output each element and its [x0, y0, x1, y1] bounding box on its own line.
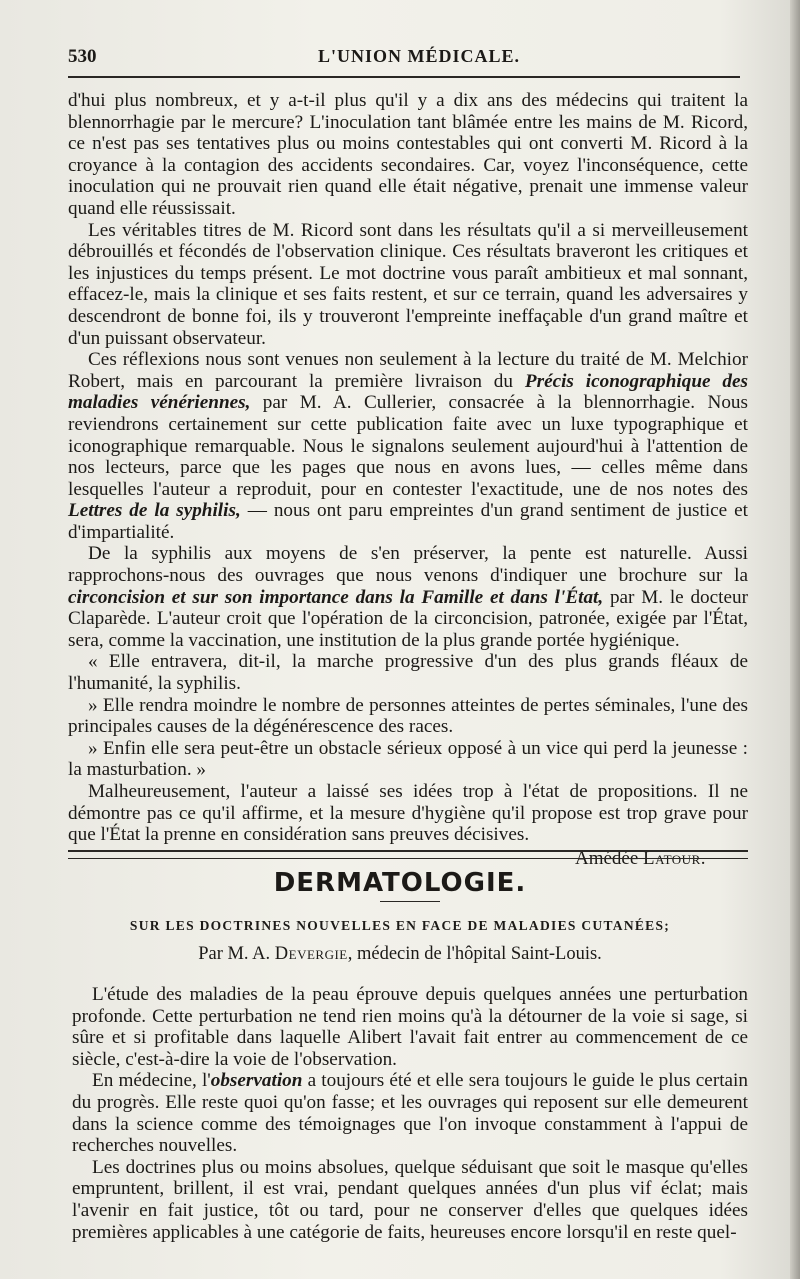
article-body: [72, 984, 748, 1243]
paragraph: Les véritables titres de M. Ricord sont dans les résultats qu'il a si merveilleusement débrouillés et fécondés de l'observation clinique. Ces résultats braveront les critiques et les injustices du temps présent. Le mot doctrine vous paraît ambitieux et mal sonnant, effacez-le, mais la clinique et ses faits restent, et sur ce terrain, quand les adversaires y descendront de bonne foi, ils y trouveront l'empreinte ineffaçable d'un grand maître et d'un puissant observateur.: [68, 219, 748, 349]
title-rule: [380, 901, 440, 902]
text-run: par M. le docteur Claparède. L'auteur croit que l'opération de la circoncision, patronée, exigée par l'État, sera, comme la vaccination, une institution de la plus grande portée hygiénique.: [68, 586, 748, 651]
article-title: SUR LES DOCTRINES NOUVELLES EN FACE DE MALADIES CUTANÉES;: [129, 918, 671, 933]
byline-suffix: , médecin de l'hôpital Saint-Louis.: [347, 944, 602, 964]
italic-title: circoncision et sur son importance dans la Famille et dans l'État,: [68, 586, 604, 608]
paragraph: d'hui plus nombreux, et y a-t-il plus qu'il y a dix ans des médecins qui traitent la blennorrhagie par le mercure? L'inoculation tant blâmée entre les mains de M. Ricord, ce n'est pas ses tentatives plus ou moins contestables qui ont converti M. Ricord à la croyance à la contagion des accidents secondaires. Car, voyez l'inconséquence, cette inoculation qui ne prouvait rien quand elle était négative, prenait une immense valeur quand elle réussissait.: [68, 90, 748, 219]
signature-last-name: Latour.: [643, 847, 706, 869]
paragraph: [68, 543, 748, 651]
section-title: DERMATOLOGIE.: [273, 868, 527, 898]
paragraph: Malheureusement, l'auteur a laissé ses idées trop à l'état de propositions. Il ne démontre pas ce qu'il affirme, et la mesure d'hygiène qu'il propose est trop grave pour que l'État la prenne en considération sans preuves décisives.: [68, 781, 748, 846]
running-title: L'UNION MÉDICALE.: [318, 46, 521, 66]
byline: [0, 944, 800, 965]
paragraph: [72, 1070, 748, 1156]
section-divider: [68, 850, 748, 859]
quote-paragraph: » Enfin elle sera peut-être un obstacle sérieux opposé à un vice qui perd la jeunesse : la masturbation. »: [68, 737, 748, 781]
signature-first-name: Amédée: [574, 847, 639, 869]
byline-prefix: Par M. A.: [198, 944, 275, 964]
quote-paragraph: « Elle entravera, dit-il, la marche progressive d'un des plus grands fléaux de l'humanité, la syphilis.: [68, 651, 748, 695]
paragraph: [68, 349, 748, 543]
byline-author: Devergie: [274, 944, 348, 964]
text-run: par M. A. Cullerier, consacrée à la blennorrhagie. Nous reviendrons certainement sur cette publication faite avec un luxe typographique et iconographique remarquable. Nous le signalons seulement aujourd'hui à l'attention de nos lecteurs, parce que les pages que nous en avons lues, — celles même dans lesquelles l'auteur a reproduit, pour en contester l'exactitude, une de nos notes des: [68, 392, 748, 500]
text-run: Ces réflexions nous sont venues non seulement à la lecture du traité de M. Melchior Robert, mais en parcourant la première livraison du: [68, 349, 748, 392]
italic-word: observation: [210, 1070, 303, 1092]
text-run: De la syphilis aux moyens de s'en préserver, la pente est naturelle. Aussi rapprochons-nous des ouvrages que nous venons d'indiquer une brochure sur la: [68, 543, 748, 587]
header-rule: [68, 76, 740, 78]
quote-paragraph: » Elle rendra moindre le nombre de personnes atteintes de pertes séminales, l'une des principales causes de la dégénérescence des races.: [68, 694, 748, 738]
paragraph: L'étude des maladies de la peau éprouve depuis quelques années une perturbation profonde. Cette perturbation ne tend rien moins qu'à la détourner de la voie si sage, si sûre et si profitable dans laquelle Alibert l'avait fait entrer au commencement de ce siècle, c'est-à-dire la voie de l'observation.: [72, 984, 748, 1070]
page-edge-shadow: [790, 0, 800, 1279]
text-run: a toujours été et elle sera toujours le guide le plus certain du progrès. Elle reste quoi qu'on fasse; et les ouvrages qui reposent sur elle demeurent dans la science comme des témoignages que l'on invoque constamment à l'appui de recherches nouvelles.: [72, 1070, 748, 1157]
text-run: — nous ont paru empreintes d'un grand sentiment de justice et d'impartialité.: [68, 500, 748, 543]
page-number: 530: [68, 46, 97, 67]
italic-title: Lettres de la syphilis,: [68, 500, 241, 522]
text-run: En médecine, l': [92, 1070, 211, 1092]
running-header: [68, 46, 738, 74]
paragraph: Les doctrines plus ou moins absolues, quelque séduisant que soit le masque qu'elles empruntent, brillent, il est vrai, pendant quelques années d'un plus vif éclat; mais l'avenir en fait justice, tôt ou tard, pour ne conserver d'elles que quelques idées premières applicables à une catégorie de faits, heureuses encore lorsqu'il en reste quel-: [72, 1156, 748, 1243]
italic-title: Précis iconographique des maladies vénériennes,: [68, 370, 748, 414]
previous-article-body: [68, 90, 748, 869]
